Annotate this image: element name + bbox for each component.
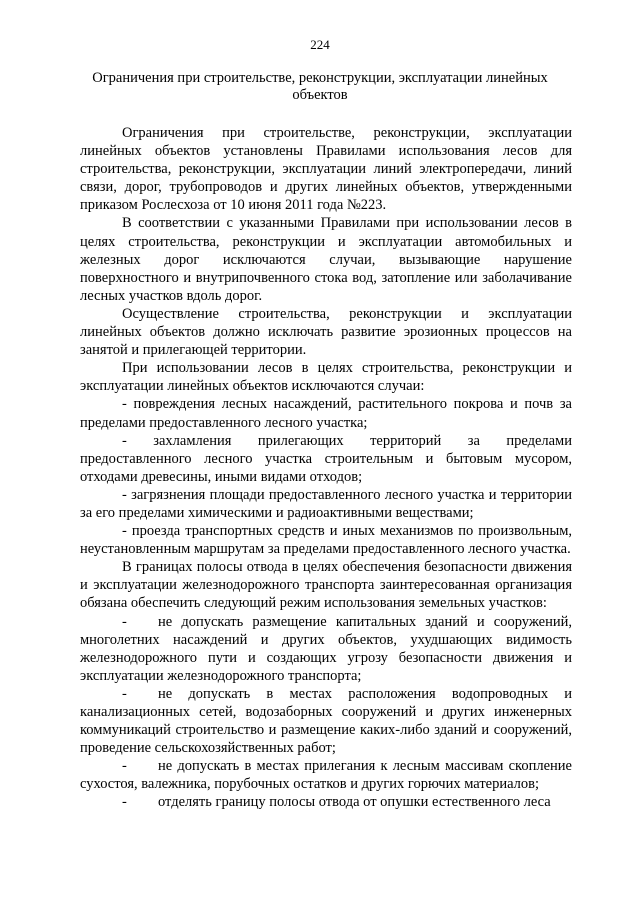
paragraph-excluded-cases-intro: При использовании лесов в целях строительства, реконструкции и эксплуатации линейных объектов исключаются случаи: [80, 360, 572, 395]
list-marker: - [122, 758, 127, 775]
document-body [80, 124, 572, 812]
list-item-text: отделять границу полосы отвода от опушки естественного леса [158, 794, 551, 811]
list-item: - захламления прилегающих территорий за пределами предоставленного лесного участка строительным и бытовым мусором, отходами древесины, иными видами отходов; [80, 432, 572, 485]
list-item: - загрязнения площади предоставленного лесного участка и территории за его пределами химическими и радиоактивными веществами; [80, 486, 572, 521]
list-item [80, 757, 572, 793]
list-item: - проезда транспортных средств и иных механизмов по произвольным, неустановленным маршрутам за пределами предоставленного лесного участка. [80, 523, 572, 558]
list-item: - повреждения лесных насаждений, растительного покрова и почв за пределами предоставленного лесного участка; [80, 396, 572, 431]
paragraph-regulations: Ограничения при строительстве, реконструкции, эксплуатации линейных объектов установлены Правилами использования лесов для строительства, реконструкции, эксплуатации линий электропередачи, линий связи, дорог, трубопроводов и других линейных объектов, утвержденными приказом Рослесхоза от 10 июня 2011 года №223. [80, 125, 572, 214]
page-number: 224 [310, 37, 330, 52]
list-marker: - [122, 794, 127, 811]
list-item [80, 685, 572, 757]
paragraph-erosion: Осуществление строительства, реконструкции и эксплуатации линейных объектов должно исключать развитие эрозионных процессов на занятой и прилегающей территории. [80, 305, 572, 359]
paragraph-roads: В соответствии с указанными Правилами при использовании лесов в целях строительства, реконструкции и эксплуатации автомобильных и железных дорог исключаются случаи, вызывающие нарушение поверхностного и внутрипочвенного стока вод, затопление или заболачивание лесных участков вдоль дорог. [80, 215, 572, 304]
list-item-text: не допускать размещение капитальных зданий и сооружений, многолетних насаждений и других объектов, ухудшающих видимость железнодорожного пути и создающих угрозу безопасности движения и эксплуатации железнодорожного транспорта; [80, 613, 572, 684]
list-item [80, 793, 572, 811]
list-item-text: не допускать в местах прилегания к лесным массивам скопление сухостоя, валежника, порубочных остатков и других горючих материалов; [80, 758, 572, 793]
section-title: Ограничения при строительстве, реконструкции, эксплуатации линейных объектов [92, 70, 548, 103]
list-item [80, 613, 572, 685]
list-marker: - [122, 685, 127, 702]
list-marker: - [122, 613, 127, 630]
list-item-text: не допускать в местах расположения водопроводных и канализационных сетей, водозаборных сооружений и других инженерных коммуникаций строительство и размещение каких-либо зданий и сооружений, проведение сельскохозяйственных работ; [80, 685, 572, 757]
paragraph-right-of-way: В границах полосы отвода в целях обеспечения безопасности движения и эксплуатации железнодорожного транспорта заинтересованная организация обязана обеспечить следующий режим использования земельных участков: [80, 559, 572, 612]
